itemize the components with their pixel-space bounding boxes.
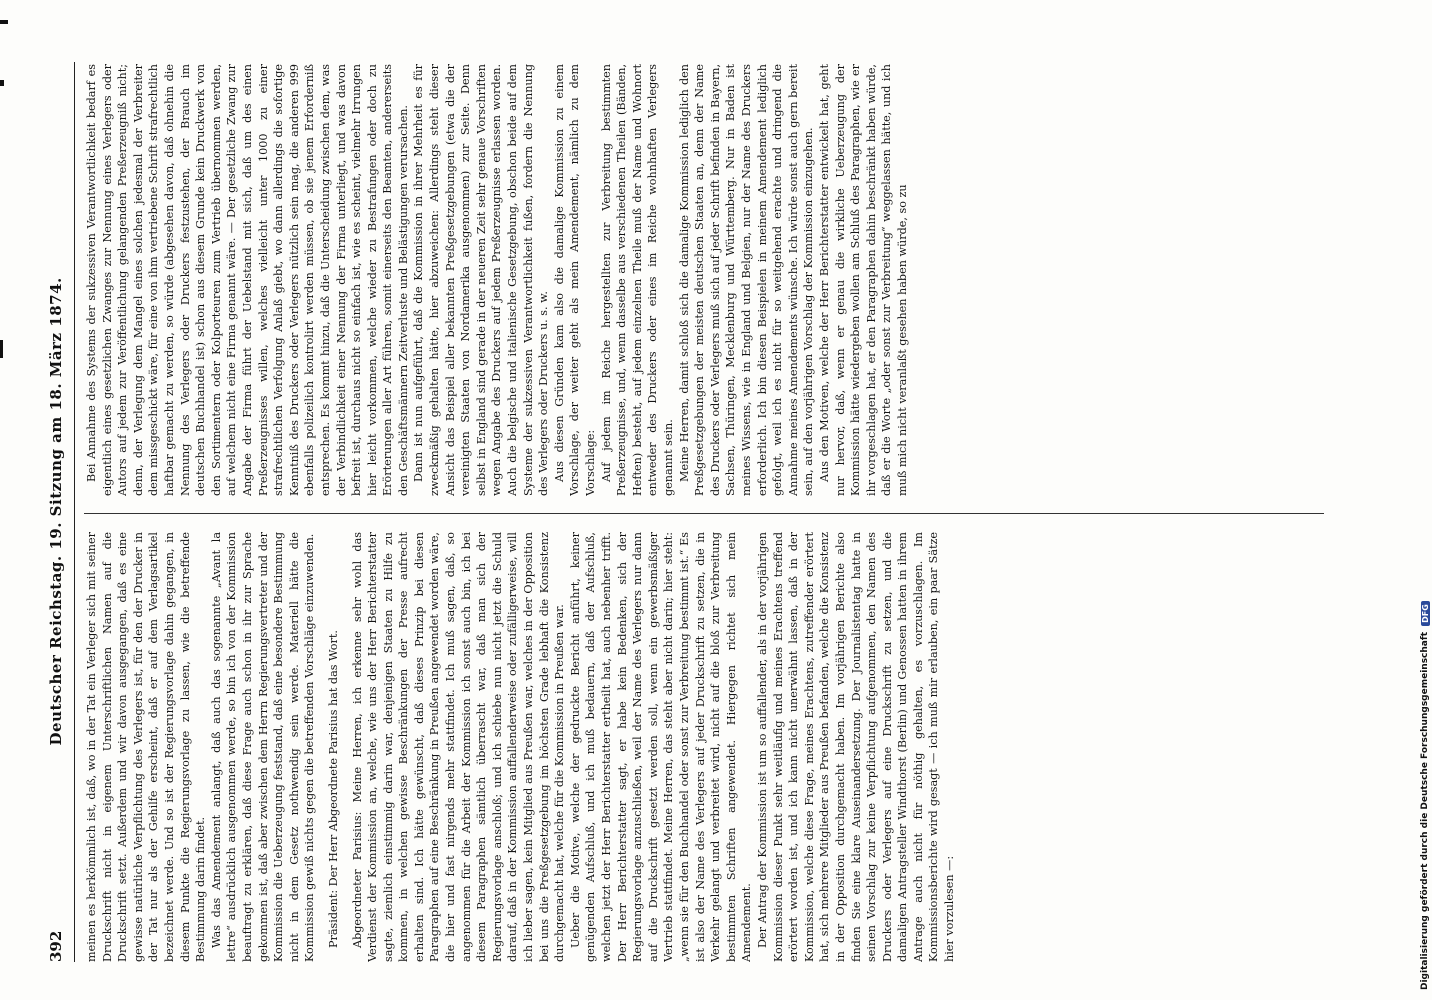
header-rule bbox=[74, 62, 75, 962]
left-column bbox=[84, 532, 1324, 962]
credit-text: Digitalisierung gefördert durch die Deutsche Forschungsgemeinschaft bbox=[1420, 631, 1430, 990]
right-column bbox=[84, 64, 1324, 496]
paragraph: Aus diesen Gründen kam also die damalige Kommission zu einem Vorschlage, der weiter geht als mein Amendement, nämlich zu dem Vorschlage: bbox=[552, 64, 597, 496]
paragraph: Aus den Motiven, welche der Herr Berichterstatter entwickelt hat, geht nur hervor, daß, wenn er genau die wirkliche Ueberzeugung der Kommission hätte wiedergeben wollen am Schluß des Paragraphen, wie er ihr vorgeschlagen hat, er den Paragraphen dahin beschränkt haben würde, daß er die Worte „oder sonst zur Verbreitung“ weggelassen hätte, und ich muß mich nicht veranlaßt gesehen haben würde, so zu bbox=[817, 64, 909, 496]
speaker-paragraph: Abgeordneter Parisius: Meine Herren, ich erkenne sehr wohl das Verdienst der Kommission an, welche, wie uns der Herr Berichterstatter sagte, ziemlich einstimmig darin war, denjenigen Staaten zu Hilfe zu kommen, in welchen gewisse Beschränkungen der Presse aufrecht erhalten sind. Ich hätte gewünscht, daß dieses Prinzip bei diesen Paragraphen auf eine Beschränkung in Preußen angewendet worden wäre, die hier und fast nirgends mehr stattfindet. Ich muß sagen, daß, so angenommen für die Arbeit der Kommission ich sonst auch bin, ich bei diesem Paragraphen sämtlich überrascht war, daß man sich der Regierungsvorlage anschloß; und ich schiebe nun nicht jetzt die Schuld darauf, daß in der Kommission auffallenderweise oder zufälligerweise, will ich lieber sagen, kein Mitglied aus Preußen war, welches in der Opposition bei uns die Preßgesetzgebung im höchsten Grade lebhaft die Konsistenz durchgemacht hat, welche für die Kommission in Preußen war. bbox=[350, 532, 567, 962]
page-number: 392 bbox=[47, 930, 65, 962]
paragraph: Meine Herren, damit schloß sich die damalige Kommission lediglich den Preßgesetzgebungen der meisten deutschen Staaten an, denn der Name des Druckers oder Verlegers muß sich auf jeder Schrift befinden in Bayern, Sachsen, Thüringen, Mecklenburg und Württemberg. Nur in Baden ist meines Wissens, wie in England und Belgien, nur der Name des Druckers erforderlich. Ich bin diesen Beispielen in meinem Amendement lediglich gefolgt, weil ich es nicht für so weitgehend erachte und dringend die Annahme meines Amendements wünsche. Ich würde sonst auch gern bereit sein, auf den vorjährigen Vorschlag der Kommission einzugehen. bbox=[677, 64, 816, 496]
page-header bbox=[38, 62, 74, 962]
dfg-logo: DFG bbox=[1421, 601, 1430, 626]
quoted-paragraph: Bei Annahme des Systems der sukzessiven Verantwortlichkeit bedarf es eigentlich eines gesetzlichen Zwanges zur Nennung eines Verlegers oder Autors auf jedem zur Veröffentlichung gelangenden Preßerzeugniß nicht; denn, der Verlegung dem Mangel eines solchen jedesmal der Verbreiter dem missgeschickt wäre, für eine von ihm vertriebene Schrift strafrechtlich haftbar gemacht zu werden, so würde (abgesehen davon, daß ohnehin die Nennung des Verlegers oder Druckers festzustehen, der Brauch im deutschen Buchhandel ist) schon aus diesem Grunde kein Druckwerk von den Sortimentern oder Kolporteuren zum Vertrieb übernommen werden, auf welchem nicht eine Firma genannt wäre. — Der gesetzliche Zwang zur Angabe der Firma führt der Uebelstand mit sich, daß um des einen Preßerzeugnisses willen, welches vielleicht unter 1000 zu einer strafrechtlichen Verfolgung Anlaß giebt, wo dann allerdings die sofortige Kenntniß des Druckers oder Verlegers nützlich sein mag, die anderen 999 ebenfalls polizeilich kontrolirt werden müssen, ob sie jenem Erforderniß entsprechen. Es kommt hinzu, daß die Unterscheidung zwischen dem, was der Verbindlichkeit einer Nennung der Firma unterliegt, und was davon befreit ist, durchaus nicht so einfach ist, wie es scheint, vielmehr Irrungen hier leicht vorkommen, welche wieder zu Bestrafungen oder doch zu Erörterungen aller Art führen, somit einerseits den Beamten, andererseits den Geschäftsmännern Zeitverluste und Belästigungen verursachen. bbox=[85, 64, 410, 496]
running-title: Deutscher Reichstag. 19. Sitzung am 18. März 1874. bbox=[47, 277, 65, 746]
rotated-page-content bbox=[38, 62, 1378, 962]
speaker-paragraph: Präsident: Der Herr Abgeordnete Parisius hat das Wort. bbox=[326, 630, 340, 948]
scan-mark bbox=[0, 80, 4, 86]
scan-edge-marks bbox=[0, 0, 14, 1000]
column-divider bbox=[84, 513, 1324, 514]
digitization-credit bbox=[1412, 0, 1432, 1000]
scan-mark bbox=[0, 340, 3, 358]
paragraph: Ueber die Motive, welche der gedruckte Bericht anführt, keiner genügenden Aufschluß, und ich muß bedauern, daß der Aufschluß, welchen jetzt der Herr Berichterstatter ertheilt hat, auch nebenher trifft. Der Herr Berichterstatter sagt, er habe kein Bedenken, sich der Regierungsvorlage anzuschließen, weil der Name des Verlegers nur dann auf die Druckschrift gesetzt werden soll, wenn ein gewerbsmäßiger Vertrieb stattfindet. Meine Herren, das steht aber nicht darin; hier steht: „wenn sie für den Buchhandel oder sonst zur Verbreitung bestimmt ist.“ Es ist also der Name des Verlegers auf jeder Druckschrift zu setzen, die in Verkehr gelangt und verbreitet wird, nicht auf die bloß zur Verbreitung bestimmten Schriften angewendet. Hiergegen richtet sich mein Amendement. bbox=[568, 532, 754, 962]
paragraph: Was das Amendement anlangt, daß auch das sogenannte „Avant la lettre“ ausdrücklich ausgenommen werde, so bin ich von der Kommission beauftragt zu erklären, daß diese Frage auch schon in ihr zur Sprache gekommen ist, daß aber zwischen dem Herrn Regierungsvertreter und der Kommission die Ueberzeugung feststand, daß eine besondere Bestimmung nicht in dem Gesetz nothwendig sein werde. Materiell hätte die Kommission gewiß nichts gegen die betreffenden Vorschläge einzuwenden. bbox=[209, 532, 317, 962]
paragraph: meinen es herkömmlich ist, daß, wo in der Tat ein Verleger sich mit seiner Druckschrift nicht in eigenem Unterschriftlichen Namen auf die Druckschrift setzt. Außerdem und wir davon ausgegangen, daß es eine gewisse natürliche Verpflichtung des Verlegers ist, für den der Drucker in der Tat nur als der Gehilfe erscheint, daß er auf dem Verlagsartikel bezeichnet werde. Und so ist der Regierungsvorlage dahin gegangen, in diesem Punkte die Regierungsvorlage zu lassen, wie die betreffende Bestimmung darin findet. bbox=[85, 532, 208, 962]
paragraph: Dann ist nun aufgeführt, daß die Kommission in ihrer Mehrheit es für zweckmäßig gehalten hätte, hier abzuweichen: Allerdings steht dieser Ansicht das Beispiel aller bekannten Preßgesetzgebungen (etwa die der vereinigten Staaten von Nordamerika ausgenommen) zur Seite. Denn selbst in England sind gerade in der neueren Zeit sehr genaue Vorschriften wegen Angabe des Druckers auf jedem Preßerzeugnisse erlassen worden. Auch die belgische und italienische Gesetzgebung, obschon beide auf dem Systeme der sukzessiven Verantwortlichkeit fußen, fordern die Nennung des Verlegers oder Druckers u. s. w. bbox=[412, 64, 551, 496]
scan-mark bbox=[0, 20, 8, 24]
paragraph: Der Antrag der Kommission ist um so auffallender, als in der vorjährigen Kommission dieser Punkt sehr weitläufig und meines Erachtens treffend erörtert worden ist, und ich kann nicht unerwähnt lassen, daß in der Kommission, welche diese Frage, meines Erachtens, zutreffender erörtert hat, sich mehrere Mitglieder aus Preußen befanden, welche die Konsistenz in der Opposition durchgemacht haben. Im vorjährigen Berichte also finden Sie eine klare Auseinandersetzung. Der Journalistentag hatte in seinen Vorschlag zur keine Verpflichtung aufgenommen, den Namen des Druckers oder Verlegers auf eine Druckschrift zu setzen, und die damaligen Antragsteller Windthorst (Berlin) und Genossen hatten in ihrem Antrage auch nicht für nöthig gehalten, es vorzuschlagen. Im Kommissionsberichte wird gesagt — ich muß mir erlauben, ein paar Sätze hier vorzulesen —: bbox=[755, 532, 957, 962]
quoted-paragraph: Auf jedem im Reiche hergestellten zur Verbreitung bestimmten Preßerzeugnisse, und, wenn dasselbe aus verschiedenen Theilen (Bänden, Heften) besteht, auf jedem einzelnen Theile muß der Name und Wohnort entweder des Druckers oder eines im Reiche wohnhaften Verlegers genannt sein. bbox=[599, 64, 675, 496]
